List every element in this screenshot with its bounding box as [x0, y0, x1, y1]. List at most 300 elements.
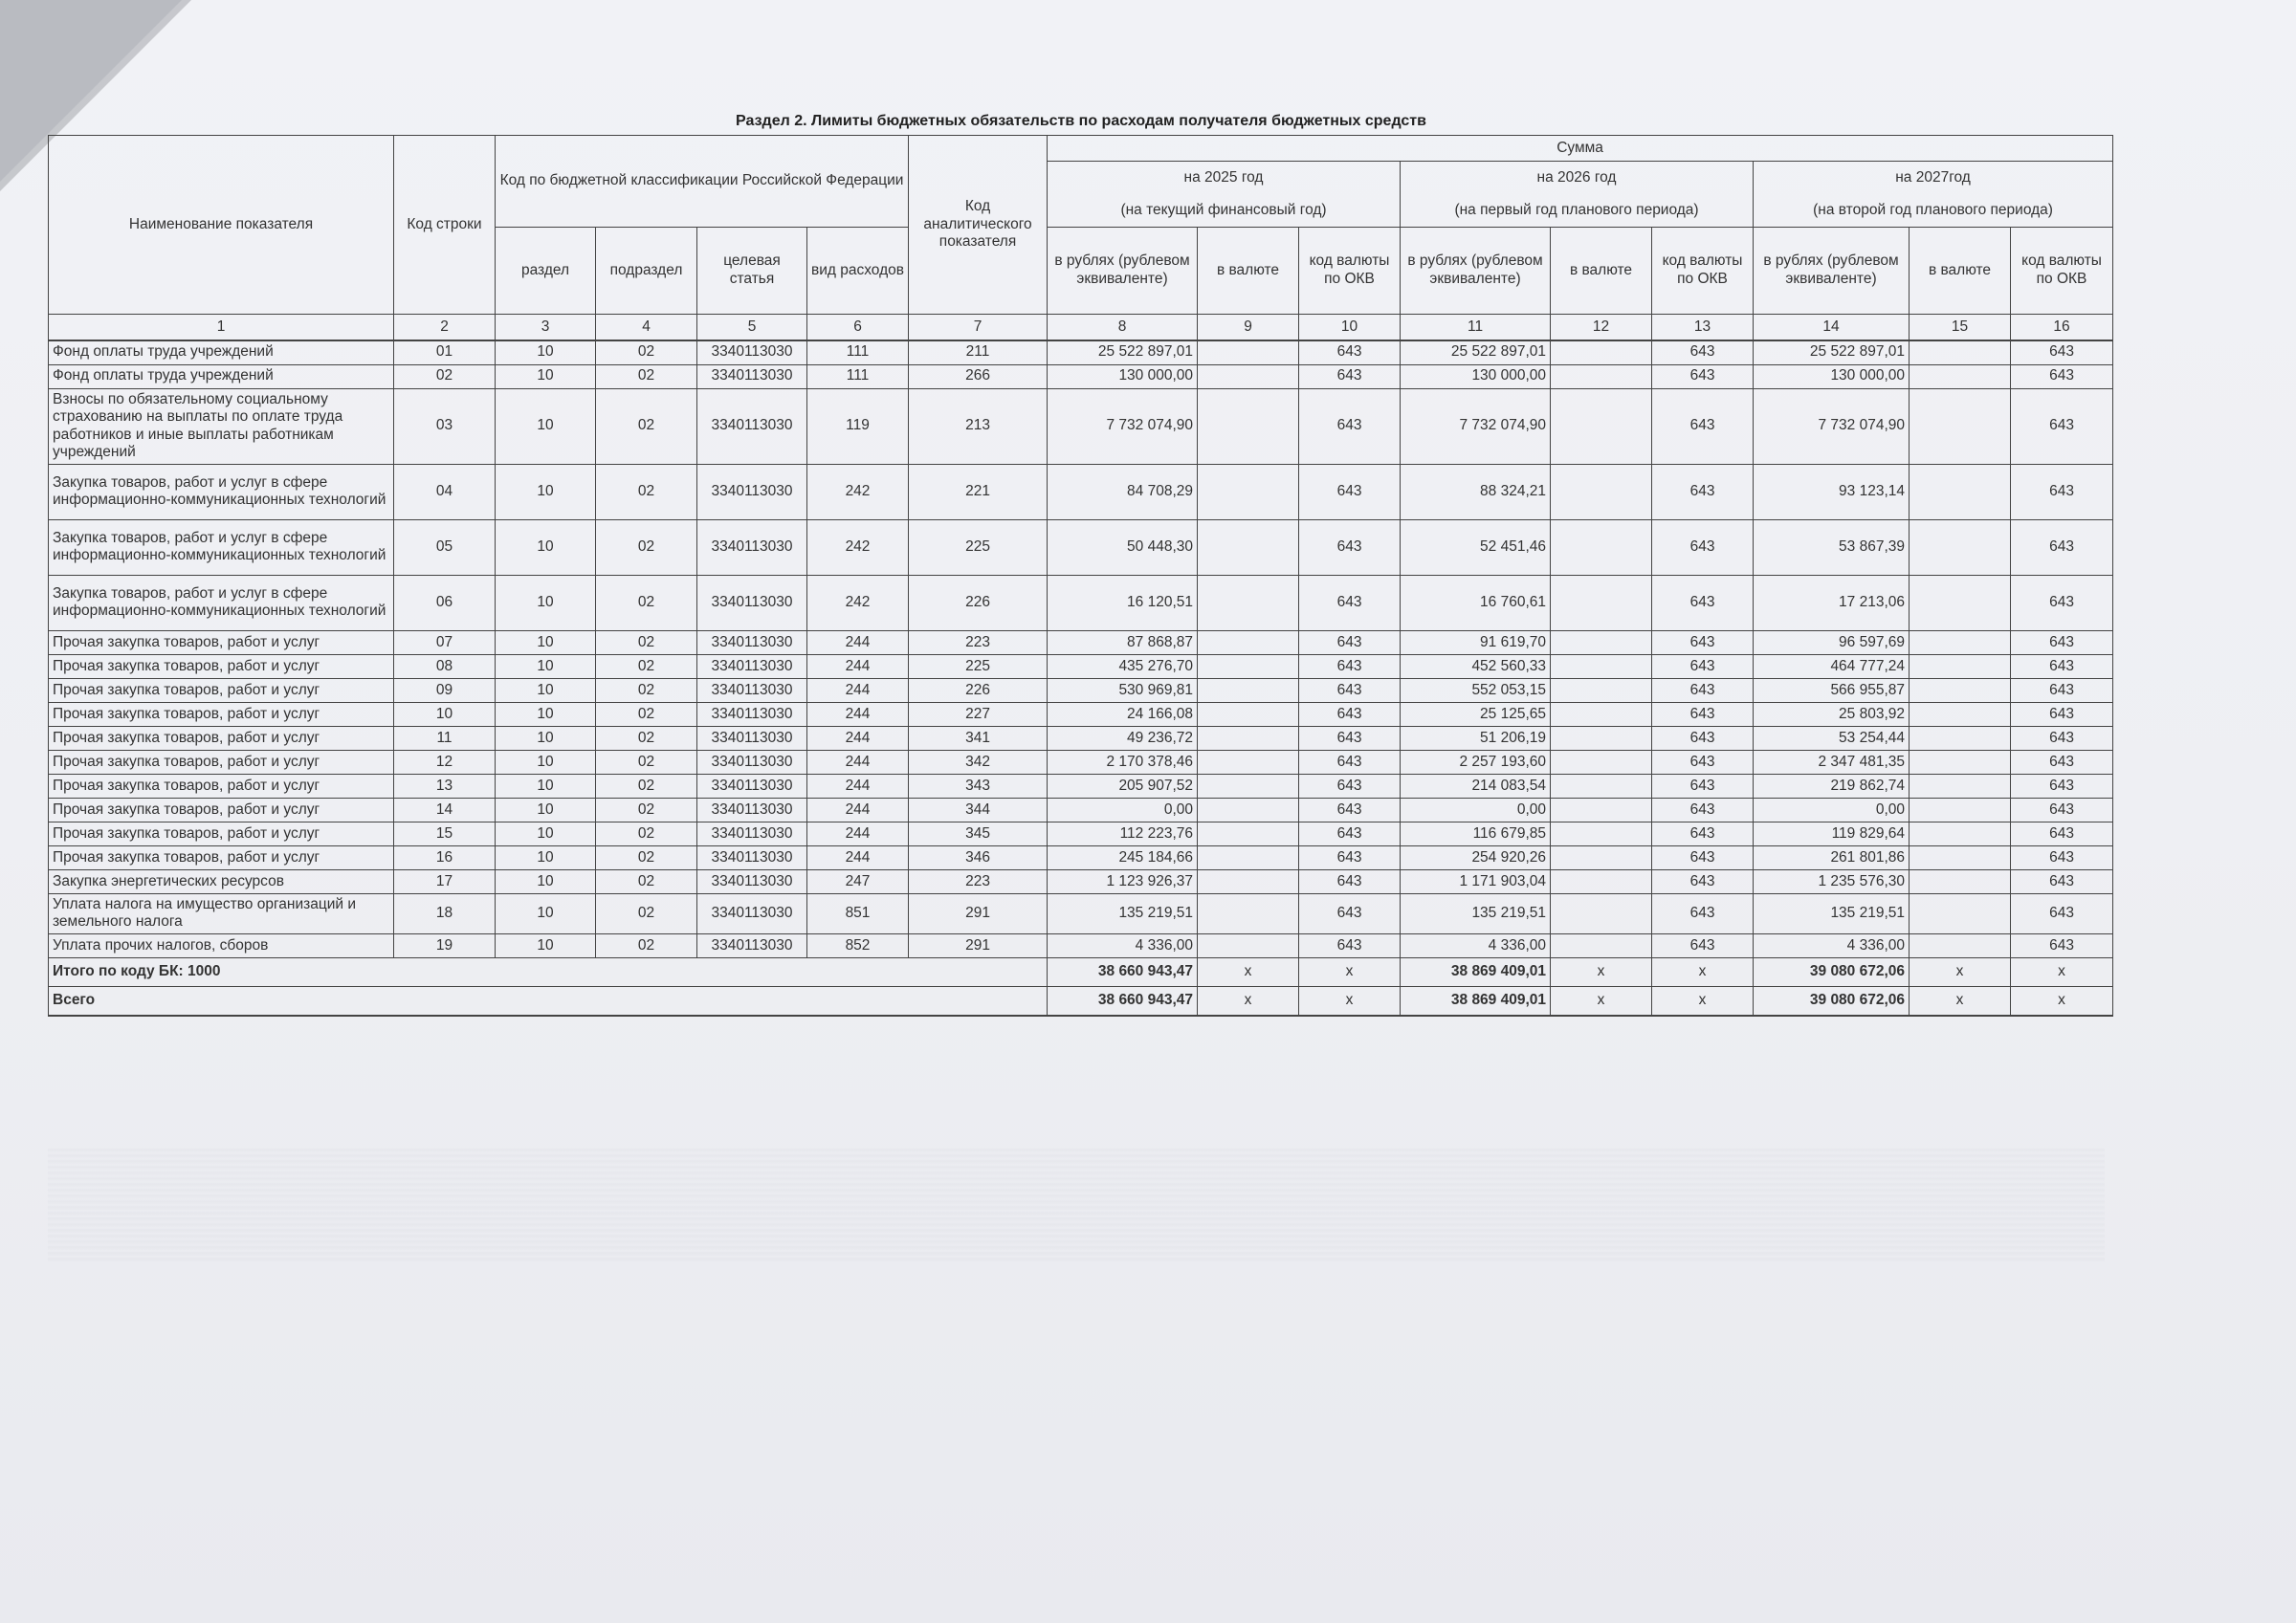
- total-cell-s2025: 38 660 943,47: [1048, 958, 1198, 987]
- cell-c2025: [1198, 869, 1299, 893]
- total-label: Итого по коду БК: 1000: [49, 958, 1048, 987]
- cell-analytic: 346: [909, 845, 1048, 869]
- cell-o2026: 643: [1652, 845, 1754, 869]
- cell-s2025: 2 170 378,46: [1048, 750, 1198, 774]
- cell-code: 15: [394, 822, 496, 845]
- cell-name: Фонд оплаты труда учреждений: [49, 340, 394, 364]
- cell-s2027: 261 801,86: [1754, 845, 1910, 869]
- cell-s2026: 52 451,46: [1401, 519, 1551, 575]
- cell-sec: 10: [496, 519, 596, 575]
- cell-type: 244: [807, 774, 909, 798]
- cell-c2026: [1551, 678, 1652, 702]
- cell-s2027: 25 803,92: [1754, 702, 1910, 726]
- table-row: [49, 702, 2113, 726]
- cell-sub: 02: [596, 798, 697, 822]
- cell-s2027: 4 336,00: [1754, 934, 1910, 958]
- header-year-2025: на 2025 год: [1048, 162, 1401, 195]
- cell-o2027: 643: [2011, 845, 2113, 869]
- cell-sec: 10: [496, 702, 596, 726]
- cell-c2025: [1198, 893, 1299, 933]
- cell-s2027: 2 347 481,35: [1754, 750, 1910, 774]
- cell-analytic: 226: [909, 575, 1048, 630]
- cell-o2025: 643: [1299, 630, 1401, 654]
- cell-type: 242: [807, 575, 909, 630]
- cell-c2025: [1198, 340, 1299, 364]
- cell-sec: 10: [496, 388, 596, 464]
- header-subsection: подраздел: [596, 228, 697, 315]
- total-cell-o2026: x: [1652, 958, 1754, 987]
- header-currency-2026: в валюте: [1551, 228, 1652, 315]
- cell-s2027: 93 123,14: [1754, 464, 1910, 519]
- cell-c2026: [1551, 364, 1652, 388]
- cell-sec: 10: [496, 750, 596, 774]
- cell-s2027: 219 862,74: [1754, 774, 1910, 798]
- cell-c2025: [1198, 702, 1299, 726]
- cell-c2026: [1551, 934, 1652, 958]
- cell-type: 242: [807, 464, 909, 519]
- table-row: [49, 893, 2113, 933]
- cell-analytic: 291: [909, 893, 1048, 933]
- cell-o2025: 643: [1299, 869, 1401, 893]
- cell-analytic: 345: [909, 822, 1048, 845]
- cell-sec: 10: [496, 869, 596, 893]
- cell-analytic: 221: [909, 464, 1048, 519]
- header-section: раздел: [496, 228, 596, 315]
- cell-name: Прочая закупка товаров, работ и услуг: [49, 654, 394, 678]
- cell-name: Прочая закупка товаров, работ и услуг: [49, 822, 394, 845]
- cell-c2027: [1910, 845, 2011, 869]
- header-currency-2025: в валюте: [1198, 228, 1299, 315]
- cell-sub: 02: [596, 750, 697, 774]
- cell-name: Прочая закупка товаров, работ и услуг: [49, 702, 394, 726]
- cell-target: 3340113030: [697, 388, 807, 464]
- cell-sec: 10: [496, 798, 596, 822]
- cell-code: 16: [394, 845, 496, 869]
- cell-c2026: [1551, 822, 1652, 845]
- total-cell-c2026: x: [1551, 958, 1652, 987]
- cell-c2026: [1551, 845, 1652, 869]
- table-row: [49, 726, 2113, 750]
- table-row: [49, 575, 2113, 630]
- cell-s2026: 51 206,19: [1401, 726, 1551, 750]
- table-row: [49, 654, 2113, 678]
- table-body: [49, 340, 2113, 1016]
- column-number: 3: [496, 315, 596, 341]
- cell-s2027: 566 955,87: [1754, 678, 1910, 702]
- cell-o2025: 643: [1299, 519, 1401, 575]
- table-row: [49, 845, 2113, 869]
- cell-s2027: 25 522 897,01: [1754, 340, 1910, 364]
- column-number: 13: [1652, 315, 1754, 341]
- cell-code: 11: [394, 726, 496, 750]
- table-row: [49, 340, 2113, 364]
- cell-type: 247: [807, 869, 909, 893]
- cell-c2027: [1910, 630, 2011, 654]
- cell-c2025: [1198, 575, 1299, 630]
- cell-c2025: [1198, 519, 1299, 575]
- column-number: 8: [1048, 315, 1198, 341]
- total-cell-o2027: x: [2011, 958, 2113, 987]
- cell-target: 3340113030: [697, 798, 807, 822]
- cell-c2025: [1198, 798, 1299, 822]
- cell-o2025: 643: [1299, 893, 1401, 933]
- cell-type: 244: [807, 845, 909, 869]
- cell-sec: 10: [496, 364, 596, 388]
- cell-s2025: 0,00: [1048, 798, 1198, 822]
- cell-analytic: 225: [909, 519, 1048, 575]
- total-cell-c2027: x: [1910, 958, 2011, 987]
- cell-s2027: 17 213,06: [1754, 575, 1910, 630]
- table-row: [49, 464, 2113, 519]
- column-number: 1: [49, 315, 394, 341]
- cell-s2026: 16 760,61: [1401, 575, 1551, 630]
- cell-c2027: [1910, 798, 2011, 822]
- cell-c2026: [1551, 519, 1652, 575]
- column-number: 7: [909, 315, 1048, 341]
- cell-s2026: 552 053,15: [1401, 678, 1551, 702]
- cell-target: 3340113030: [697, 364, 807, 388]
- total-cell-c2026: x: [1551, 987, 1652, 1017]
- cell-s2026: 254 920,26: [1401, 845, 1551, 869]
- cell-c2026: [1551, 869, 1652, 893]
- column-number: 5: [697, 315, 807, 341]
- cell-code: 06: [394, 575, 496, 630]
- cell-sub: 02: [596, 630, 697, 654]
- cell-name: Прочая закупка товаров, работ и услуг: [49, 630, 394, 654]
- cell-s2027: 53 254,44: [1754, 726, 1910, 750]
- cell-sub: 02: [596, 869, 697, 893]
- cell-sec: 10: [496, 774, 596, 798]
- cell-target: 3340113030: [697, 822, 807, 845]
- cell-c2026: [1551, 630, 1652, 654]
- header-year-2027: на 2027год: [1754, 162, 2113, 195]
- header-okv-2026: код валюты по ОКВ: [1652, 228, 1754, 315]
- cell-code: 01: [394, 340, 496, 364]
- total-cell-o2026: x: [1652, 987, 1754, 1017]
- table-row: [49, 519, 2113, 575]
- cell-code: 19: [394, 934, 496, 958]
- cell-analytic: 343: [909, 774, 1048, 798]
- cell-o2025: 643: [1299, 654, 1401, 678]
- cell-o2027: 643: [2011, 869, 2113, 893]
- cell-o2025: 643: [1299, 388, 1401, 464]
- total-cell-o2025: x: [1299, 958, 1401, 987]
- cell-sub: 02: [596, 464, 697, 519]
- cell-c2025: [1198, 630, 1299, 654]
- cell-o2026: 643: [1652, 702, 1754, 726]
- cell-s2025: 4 336,00: [1048, 934, 1198, 958]
- cell-c2026: [1551, 464, 1652, 519]
- cell-s2025: 135 219,51: [1048, 893, 1198, 933]
- cell-s2026: 452 560,33: [1401, 654, 1551, 678]
- cell-target: 3340113030: [697, 750, 807, 774]
- cell-target: 3340113030: [697, 934, 807, 958]
- cell-code: 03: [394, 388, 496, 464]
- cell-c2026: [1551, 726, 1652, 750]
- cell-c2025: [1198, 845, 1299, 869]
- cell-o2026: 643: [1652, 388, 1754, 464]
- cell-type: 851: [807, 893, 909, 933]
- cell-s2025: 245 184,66: [1048, 845, 1198, 869]
- cell-analytic: 213: [909, 388, 1048, 464]
- cell-sec: 10: [496, 934, 596, 958]
- column-number: 15: [1910, 315, 2011, 341]
- cell-o2027: 643: [2011, 575, 2113, 630]
- cell-code: 18: [394, 893, 496, 933]
- cell-type: 111: [807, 340, 909, 364]
- total-cell-s2025: 38 660 943,47: [1048, 987, 1198, 1017]
- cell-sub: 02: [596, 575, 697, 630]
- cell-o2026: 643: [1652, 340, 1754, 364]
- column-number: 11: [1401, 315, 1551, 341]
- cell-name: Уплата налога на имущество организаций и земельного налога: [49, 893, 394, 933]
- cell-c2026: [1551, 750, 1652, 774]
- cell-target: 3340113030: [697, 630, 807, 654]
- cell-name: Прочая закупка товаров, работ и услуг: [49, 798, 394, 822]
- cell-sub: 02: [596, 726, 697, 750]
- total-cell-o2025: x: [1299, 987, 1401, 1017]
- cell-target: 3340113030: [697, 774, 807, 798]
- cell-c2027: [1910, 934, 2011, 958]
- cell-o2025: 643: [1299, 750, 1401, 774]
- cell-name: Фонд оплаты труда учреждений: [49, 364, 394, 388]
- cell-c2027: [1910, 654, 2011, 678]
- cell-type: 852: [807, 934, 909, 958]
- cell-s2027: 119 829,64: [1754, 822, 1910, 845]
- header-name: Наименование показателя: [49, 136, 394, 315]
- total-cell-s2027: 39 080 672,06: [1754, 958, 1910, 987]
- cell-s2025: 16 120,51: [1048, 575, 1198, 630]
- cell-s2026: 0,00: [1401, 798, 1551, 822]
- cell-name: Прочая закупка товаров, работ и услуг: [49, 678, 394, 702]
- table-row: [49, 678, 2113, 702]
- cell-o2027: 643: [2011, 702, 2113, 726]
- cell-sub: 02: [596, 678, 697, 702]
- cell-sub: 02: [596, 822, 697, 845]
- cell-code: 02: [394, 364, 496, 388]
- table-row: [49, 798, 2113, 822]
- cell-name: Взносы по обязательному социальному страхованию на выплаты по оплате труда работников и иные выплаты работникам учреждений: [49, 388, 394, 464]
- cell-analytic: 227: [909, 702, 1048, 726]
- cell-c2025: [1198, 654, 1299, 678]
- cell-c2026: [1551, 798, 1652, 822]
- cell-s2025: 87 868,87: [1048, 630, 1198, 654]
- total-cell-s2026: 38 869 409,01: [1401, 958, 1551, 987]
- cell-o2026: 643: [1652, 750, 1754, 774]
- header-rub-2026: в рублях (рублевом эквиваленте): [1401, 228, 1551, 315]
- cell-name: Прочая закупка товаров, работ и услуг: [49, 726, 394, 750]
- header-rub-2025: в рублях (рублевом эквиваленте): [1048, 228, 1198, 315]
- cell-c2026: [1551, 654, 1652, 678]
- column-number: 2: [394, 315, 496, 341]
- cell-code: 14: [394, 798, 496, 822]
- cell-sec: 10: [496, 464, 596, 519]
- cell-s2025: 84 708,29: [1048, 464, 1198, 519]
- cell-o2026: 643: [1652, 822, 1754, 845]
- cell-sec: 10: [496, 726, 596, 750]
- cell-name: Закупка товаров, работ и услуг в сфере информационно-коммуникационных технологий: [49, 464, 394, 519]
- cell-c2027: [1910, 726, 2011, 750]
- header-row-code: Код строки: [394, 136, 496, 315]
- cell-type: 244: [807, 654, 909, 678]
- table-header: [49, 136, 2113, 341]
- cell-analytic: 223: [909, 869, 1048, 893]
- cell-target: 3340113030: [697, 340, 807, 364]
- cell-o2026: 643: [1652, 934, 1754, 958]
- budget-limits-table: [48, 135, 2113, 1017]
- cell-c2027: [1910, 464, 2011, 519]
- cell-s2027: 53 867,39: [1754, 519, 1910, 575]
- cell-o2026: 643: [1652, 678, 1754, 702]
- cell-s2026: 116 679,85: [1401, 822, 1551, 845]
- header-sum: Сумма: [1048, 136, 2113, 162]
- table-row: [49, 750, 2113, 774]
- cell-code: 12: [394, 750, 496, 774]
- cell-c2027: [1910, 893, 2011, 933]
- total-cell-s2026: 38 869 409,01: [1401, 987, 1551, 1017]
- cell-type: 244: [807, 726, 909, 750]
- header-okv-2027: код валюты по ОКВ: [2011, 228, 2113, 315]
- cell-sec: 10: [496, 575, 596, 630]
- cell-o2027: 643: [2011, 726, 2113, 750]
- cell-o2025: 643: [1299, 340, 1401, 364]
- table-row: [49, 934, 2113, 958]
- column-number: 6: [807, 315, 909, 341]
- column-number: 16: [2011, 315, 2113, 341]
- cell-o2027: 643: [2011, 798, 2113, 822]
- cell-type: 244: [807, 702, 909, 726]
- column-number: 12: [1551, 315, 1652, 341]
- cell-c2026: [1551, 893, 1652, 933]
- column-number: 14: [1754, 315, 1910, 341]
- cell-s2025: 50 448,30: [1048, 519, 1198, 575]
- cell-analytic: 223: [909, 630, 1048, 654]
- cell-o2026: 643: [1652, 869, 1754, 893]
- table-row: [49, 822, 2113, 845]
- cell-o2027: 643: [2011, 630, 2113, 654]
- cell-o2026: 643: [1652, 654, 1754, 678]
- cell-analytic: 226: [909, 678, 1048, 702]
- header-year-2026-sub: (на первый год планового периода): [1401, 194, 1754, 228]
- cell-o2027: 643: [2011, 750, 2113, 774]
- cell-s2026: 88 324,21: [1401, 464, 1551, 519]
- cell-name: Прочая закупка товаров, работ и услуг: [49, 845, 394, 869]
- cell-c2027: [1910, 678, 2011, 702]
- cell-s2026: 135 219,51: [1401, 893, 1551, 933]
- cell-name: Прочая закупка товаров, работ и услуг: [49, 774, 394, 798]
- total-row: [49, 987, 2113, 1017]
- cell-s2025: 49 236,72: [1048, 726, 1198, 750]
- cell-s2025: 25 522 897,01: [1048, 340, 1198, 364]
- cell-sec: 10: [496, 893, 596, 933]
- total-cell-s2027: 39 080 672,06: [1754, 987, 1910, 1017]
- cell-o2027: 643: [2011, 464, 2113, 519]
- cell-o2026: 643: [1652, 798, 1754, 822]
- cell-c2026: [1551, 388, 1652, 464]
- cell-s2027: 96 597,69: [1754, 630, 1910, 654]
- table-row: [49, 364, 2113, 388]
- cell-o2025: 643: [1299, 678, 1401, 702]
- cell-name: Закупка энергетических ресурсов: [49, 869, 394, 893]
- total-cell-c2027: x: [1910, 987, 2011, 1017]
- cell-s2026: 130 000,00: [1401, 364, 1551, 388]
- cell-c2027: [1910, 340, 2011, 364]
- cell-o2025: 643: [1299, 364, 1401, 388]
- cell-c2025: [1198, 934, 1299, 958]
- cell-s2025: 205 907,52: [1048, 774, 1198, 798]
- cell-analytic: 225: [909, 654, 1048, 678]
- cell-sub: 02: [596, 774, 697, 798]
- cell-s2026: 2 257 193,60: [1401, 750, 1551, 774]
- cell-s2025: 435 276,70: [1048, 654, 1198, 678]
- cell-s2027: 130 000,00: [1754, 364, 1910, 388]
- cell-target: 3340113030: [697, 678, 807, 702]
- cell-o2027: 643: [2011, 934, 2113, 958]
- header-analytic: Код аналитического показателя: [909, 136, 1048, 315]
- cell-o2025: 643: [1299, 464, 1401, 519]
- cell-type: 244: [807, 750, 909, 774]
- cell-c2027: [1910, 519, 2011, 575]
- cell-target: 3340113030: [697, 893, 807, 933]
- column-number: 4: [596, 315, 697, 341]
- cell-c2027: [1910, 774, 2011, 798]
- cell-o2026: 643: [1652, 630, 1754, 654]
- cell-sub: 02: [596, 845, 697, 869]
- faint-signature-area: [48, 1148, 2105, 1262]
- cell-c2026: [1551, 575, 1652, 630]
- total-cell-c2025: x: [1198, 958, 1299, 987]
- total-label: Всего: [49, 987, 1048, 1017]
- cell-s2025: 530 969,81: [1048, 678, 1198, 702]
- header-rub-2027: в рублях (рублевом эквиваленте): [1754, 228, 1910, 315]
- cell-sec: 10: [496, 678, 596, 702]
- total-cell-c2025: x: [1198, 987, 1299, 1017]
- cell-sub: 02: [596, 388, 697, 464]
- cell-o2027: 643: [2011, 340, 2113, 364]
- cell-s2027: 1 235 576,30: [1754, 869, 1910, 893]
- cell-code: 10: [394, 702, 496, 726]
- cell-target: 3340113030: [697, 654, 807, 678]
- cell-sub: 02: [596, 654, 697, 678]
- cell-sec: 10: [496, 340, 596, 364]
- cell-analytic: 342: [909, 750, 1048, 774]
- cell-c2027: [1910, 869, 2011, 893]
- cell-o2027: 643: [2011, 519, 2113, 575]
- cell-o2027: 643: [2011, 364, 2113, 388]
- cell-c2027: [1910, 364, 2011, 388]
- cell-type: 111: [807, 364, 909, 388]
- cell-code: 09: [394, 678, 496, 702]
- cell-target: 3340113030: [697, 845, 807, 869]
- cell-target: 3340113030: [697, 726, 807, 750]
- cell-s2025: 112 223,76: [1048, 822, 1198, 845]
- total-cell-o2027: x: [2011, 987, 2113, 1017]
- cell-o2027: 643: [2011, 774, 2113, 798]
- cell-s2027: 0,00: [1754, 798, 1910, 822]
- cell-sub: 02: [596, 340, 697, 364]
- cell-sub: 02: [596, 934, 697, 958]
- total-row: [49, 958, 2113, 987]
- table-row: [49, 869, 2113, 893]
- cell-name: Уплата прочих налогов, сборов: [49, 934, 394, 958]
- column-number-row: [49, 315, 2113, 341]
- cell-o2027: 643: [2011, 388, 2113, 464]
- cell-o2026: 643: [1652, 774, 1754, 798]
- header-currency-2027: в валюте: [1910, 228, 2011, 315]
- cell-analytic: 341: [909, 726, 1048, 750]
- cell-o2026: 643: [1652, 726, 1754, 750]
- cell-s2027: 135 219,51: [1754, 893, 1910, 933]
